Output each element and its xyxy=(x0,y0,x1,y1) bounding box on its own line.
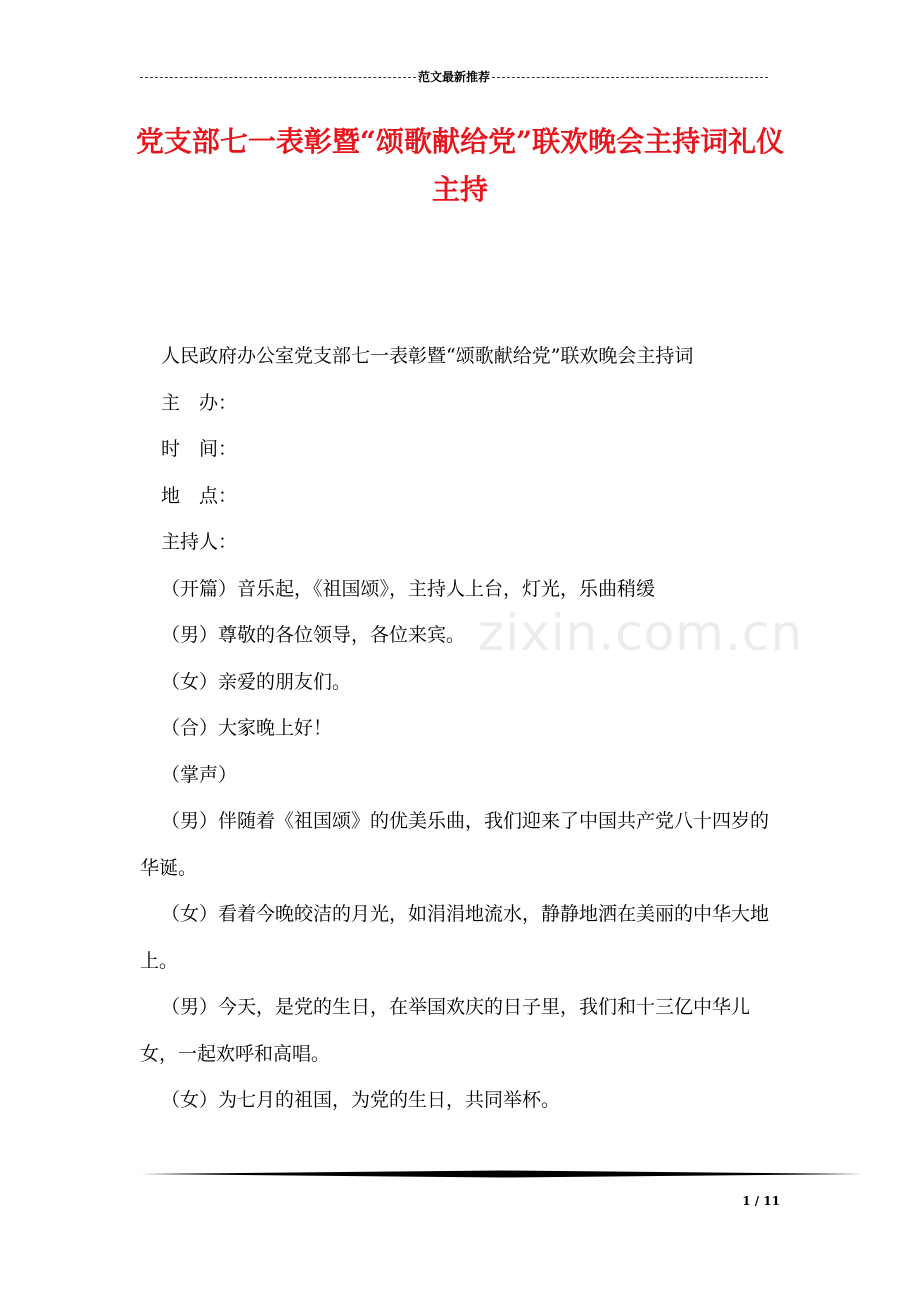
paragraph: （男）尊敬的各位领导，各位来宾。 xyxy=(161,624,466,646)
paragraph: （女）看着今晚皎洁的月光，如涓涓地流水，静静地洒在美丽的中华大地上。 xyxy=(140,903,770,972)
header-label: 范文最新推荐 xyxy=(418,69,491,84)
page-number: 1 / 11 xyxy=(742,1194,780,1208)
document-body xyxy=(140,333,784,1124)
paragraph: （掌声） xyxy=(161,763,238,786)
paragraph: 时 间： xyxy=(161,438,238,460)
paragraph: 地 点： xyxy=(161,484,238,507)
footer-rule xyxy=(140,1170,864,1178)
document-title: 党支部七一表彰暨“颂歌献给党”联欢晚会主持词礼仪主持 xyxy=(135,125,785,206)
paragraph: 人民政府办公室党支部七一表彰暨“颂歌献给党”联欢晚会主持词 xyxy=(161,345,694,367)
watermark: zixin.com.cn xyxy=(478,604,804,662)
paragraph: 主持人： xyxy=(161,531,238,553)
paragraph: （合）大家晚上好！ xyxy=(161,717,333,739)
header-dash-left xyxy=(140,77,416,78)
paragraph: （男）今天，是党的生日，在举国欢庆的日子里，我们和十三亿中华儿女，一起欢呼和高唱。 xyxy=(140,996,751,1065)
paragraph: （女）亲爱的朋友们。 xyxy=(161,670,352,693)
paragraph: （男）伴随着《祖国颂》的优美乐曲，我们迎来了中国共产党八十四岁的华诞。 xyxy=(140,810,770,879)
page-header xyxy=(140,66,768,86)
paragraph: （女）为七月的祖国，为党的生日，共同举杯。 xyxy=(161,1089,561,1111)
paragraph: （开篇）音乐起，《祖国颂》，主持人上台，灯光，乐曲稍缓 xyxy=(161,577,656,600)
paragraph: 主 办： xyxy=(161,391,238,414)
header-dash-right xyxy=(492,77,768,78)
